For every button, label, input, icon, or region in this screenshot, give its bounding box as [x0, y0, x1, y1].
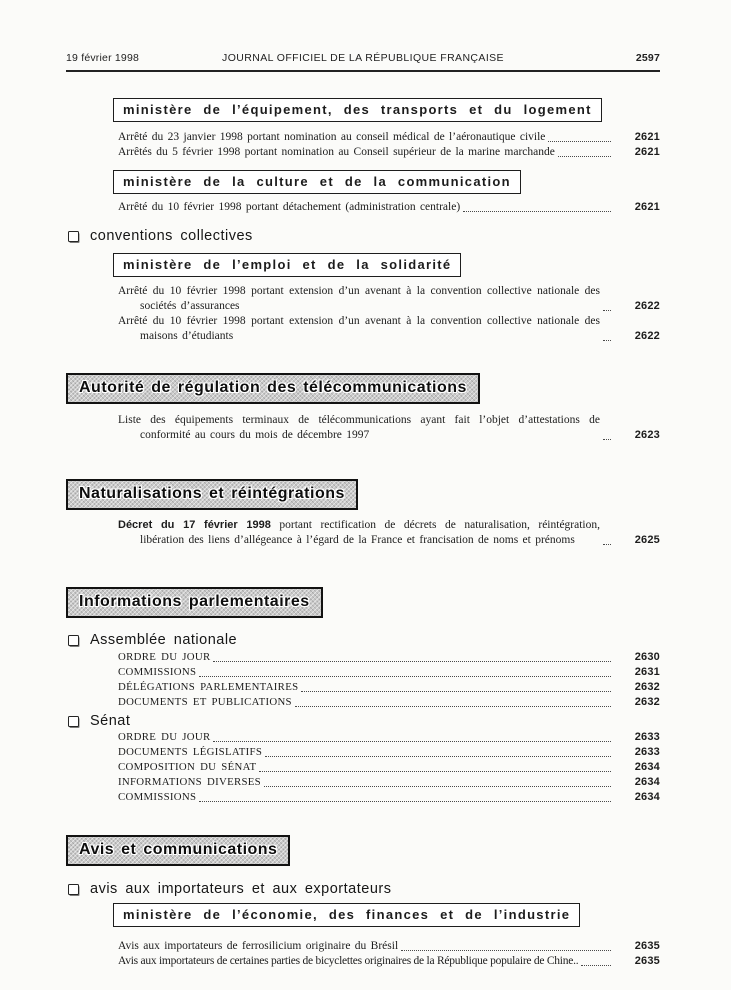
toc-entry [118, 939, 660, 954]
dotted-leader [463, 211, 611, 212]
entry-text: ORDRE DU JOUR [118, 651, 211, 663]
header-rule [66, 70, 660, 72]
entry-page-number: 2630 [634, 651, 660, 663]
journal-date: 19 février 1998 [66, 52, 140, 64]
toc-entry [118, 200, 660, 215]
entry-text: Liste des équipements terminaux de télécommunications ayant fait l’objet d’attestations de conformité au cours du mois de décembre 1997 [118, 414, 600, 441]
square-bullet-icon [68, 884, 79, 895]
toc-entry [118, 130, 660, 145]
toc-entry [118, 284, 660, 314]
dotted-leader [603, 544, 611, 545]
dotted-leader [199, 801, 611, 802]
entry-page-number: 2621 [634, 131, 660, 143]
dotted-leader [548, 141, 611, 142]
journal-title: JOURNAL OFFICIEL DE LA RÉPUBLIQUE FRANÇAISE [222, 52, 504, 64]
dotted-leader [213, 741, 611, 742]
entry-page-number: 2622 [634, 300, 660, 312]
equipment-entries [118, 130, 660, 160]
entry-page-number: 2632 [634, 696, 660, 708]
naturalisations-entries [118, 518, 660, 548]
entry-text: Arrêté du 10 février 1998 portant extension d’un avenant à la convention collective nationale des sociétés d’assurances [118, 285, 600, 312]
square-bullet-icon [68, 716, 79, 727]
section-heading-autorite: Autorité de régulation des télécommunications [66, 373, 480, 404]
square-bullet-icon [68, 231, 79, 242]
toc-entry [118, 413, 660, 443]
toc-entry [118, 695, 660, 710]
toc-entry [118, 775, 660, 790]
entry-text: Arrêtés du 5 février 1998 portant nomination au Conseil supérieur de la marine marchande [118, 146, 555, 158]
entry-text: DÉLÉGATIONS PARLEMENTAIRES [118, 681, 299, 693]
entry-page-number: 2634 [634, 776, 660, 788]
entry-text: COMMISSIONS [118, 666, 197, 678]
entry-page-number: 2631 [634, 666, 660, 678]
entry-text: Arrêté du 23 janvier 1998 portant nomination au conseil médical de l’aéronautique civile [118, 131, 546, 143]
dotted-leader [264, 786, 611, 787]
entry-page-number: 2633 [634, 746, 660, 758]
entry-text: Arrêté du 10 février 1998 portant détachement (administration centrale) [118, 201, 461, 213]
entry-page-number: 2635 [634, 955, 660, 967]
section-conventions-collectives [68, 228, 660, 244]
dotted-leader [581, 965, 611, 966]
autorite-entries [118, 413, 660, 443]
toc-entry [118, 650, 660, 665]
toc-entry [118, 680, 660, 695]
senat-entries [118, 730, 660, 805]
dotted-leader [213, 661, 611, 662]
ministry-heading-equipement: ministère de l’équipement, des transports et du logement [113, 98, 602, 122]
culture-entries [118, 200, 660, 215]
toc-entry [118, 518, 660, 548]
dotted-leader [199, 676, 611, 677]
entry-page-number: 2634 [634, 761, 660, 773]
entry-text: DOCUMENTS ET PUBLICATIONS [118, 696, 292, 708]
section-label: Sénat [90, 713, 131, 729]
economie-entries [118, 939, 660, 969]
entry-page-number: 2623 [634, 429, 660, 441]
entry-page-number: 2625 [634, 534, 660, 546]
toc-entry [118, 314, 660, 344]
toc-entry [118, 665, 660, 680]
dotted-leader [603, 310, 611, 311]
toc-entry [118, 745, 660, 760]
dotted-leader [558, 156, 611, 157]
section-assemblee-nationale [68, 632, 660, 648]
section-heading-naturalisations: Naturalisations et réintégrations [66, 479, 358, 510]
dotted-leader [603, 439, 611, 440]
section-label: conventions collectives [90, 228, 253, 244]
section-heading-informations-parlementaires: Informations parlementaires [66, 587, 323, 618]
dotted-leader [301, 691, 611, 692]
dotted-leader [603, 340, 611, 341]
entry-text: Arrêté du 10 février 1998 portant extension d’un avenant à la convention collective nationale des maisons d’étudiants [118, 315, 600, 342]
toc-entry [118, 790, 660, 805]
entry-bold-lead: Décret du 17 février 1998 [118, 519, 271, 531]
entry-text-rest: portant rectification de décrets de naturalisation, réintégration, libération des liens d’allégeance à l’égard de la France et francisation de noms et prénoms [140, 519, 600, 546]
toc-entry [118, 730, 660, 745]
entry-text: COMPOSITION DU SÉNAT [118, 761, 257, 773]
section-label: avis aux importateurs et aux exportateurs [90, 881, 392, 897]
entry-page-number: 2621 [634, 146, 660, 158]
entry-page-number: 2621 [634, 201, 660, 213]
entry-page-number: 2622 [634, 330, 660, 342]
ministry-heading-economie: ministère de l’économie, des finances et de l’industrie [113, 903, 580, 927]
page-header [66, 52, 660, 64]
square-bullet-icon [68, 635, 79, 646]
toc-entry [118, 954, 660, 969]
entry-page-number: 2634 [634, 791, 660, 803]
emploi-entries [118, 284, 660, 344]
dotted-leader [401, 950, 611, 951]
entry-page-number: 2635 [634, 940, 660, 952]
entry-page-number: 2632 [634, 681, 660, 693]
entry-text [118, 518, 600, 548]
entry-text: ORDRE DU JOUR [118, 731, 211, 743]
ministry-heading-emploi: ministère de l’emploi et de la solidarité [113, 253, 461, 277]
entry-text: COMMISSIONS [118, 791, 197, 803]
entry-text: Avis aux importateurs de certaines parties de bicyclettes originaires de la République populaire de Chine.. [118, 955, 579, 967]
entry-page-number: 2633 [634, 731, 660, 743]
dotted-leader [265, 756, 611, 757]
dotted-leader [295, 706, 611, 707]
toc-entry [118, 760, 660, 775]
ministry-heading-culture: ministère de la culture et de la communication [113, 170, 521, 194]
entry-text: DOCUMENTS LÉGISLATIFS [118, 746, 263, 758]
dotted-leader [259, 771, 611, 772]
entry-text: Avis aux importateurs de ferrosilicium originaire du Brésil [118, 940, 399, 952]
section-avis-importateurs [68, 881, 660, 897]
entry-text: INFORMATIONS DIVERSES [118, 776, 261, 788]
page-number: 2597 [635, 52, 660, 64]
section-heading-avis-communications: Avis et communications [66, 835, 290, 866]
assemblee-entries [118, 650, 660, 710]
section-senat [68, 713, 660, 729]
section-label: Assemblée nationale [90, 632, 238, 648]
toc-entry [118, 145, 660, 160]
